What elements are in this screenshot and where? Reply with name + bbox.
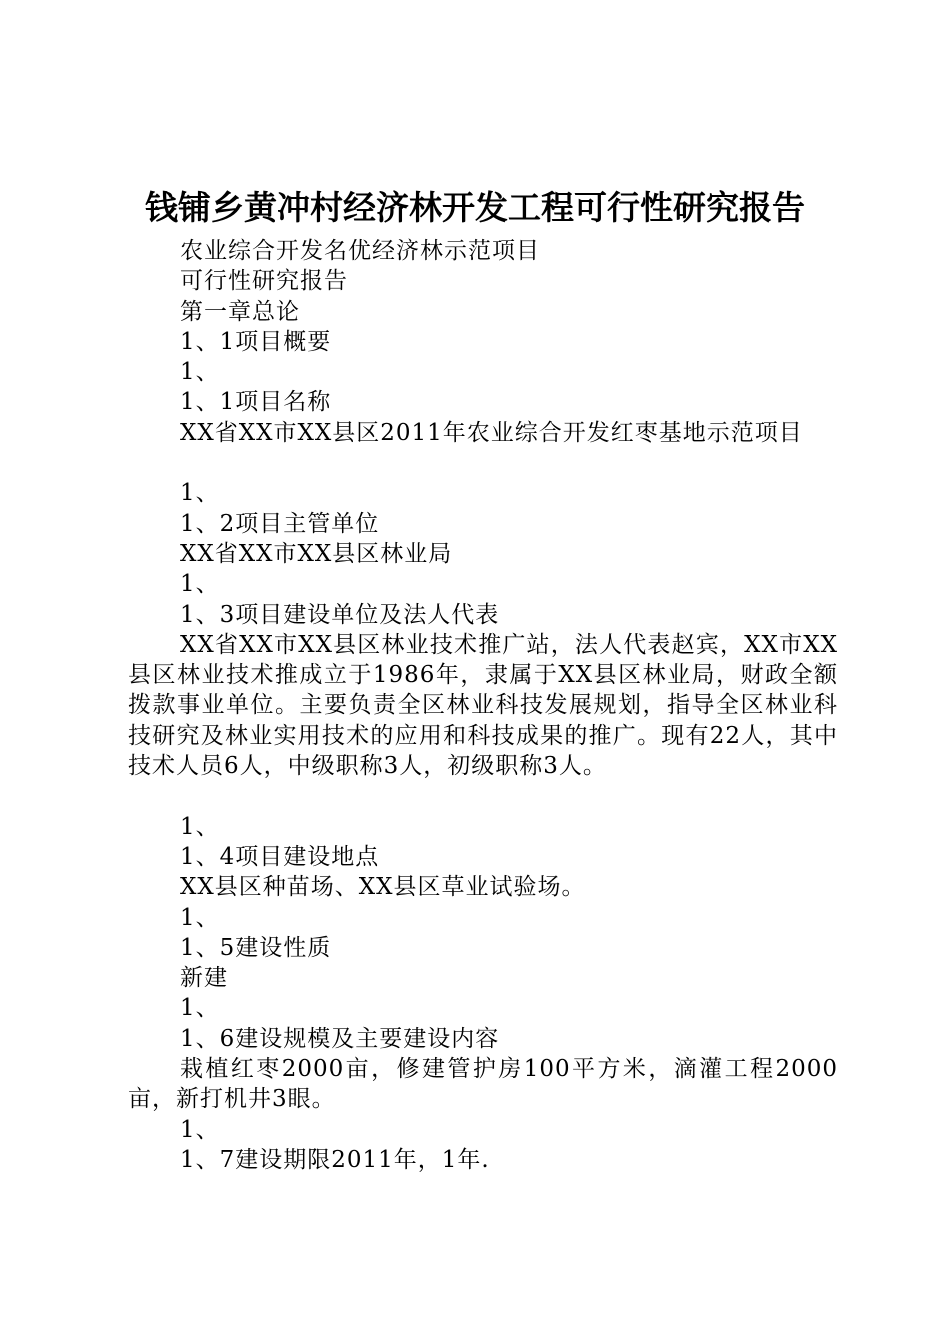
construction-scale-paragraph: 栽植红枣2000亩，修建管护房100平方米，滴灌工程2000亩，新打机井3眼。 <box>128 1056 838 1113</box>
section-number: 1、 <box>180 813 220 840</box>
blank-line <box>128 448 838 478</box>
construction-unit-paragraph: XX省XX市XX县区林业技术推广站，法人代表赵宾，XX市XX县区林业技术推成立于1986年，隶属于XX县区林业局，财政全额拨款事业单位。主要负责全区林业科技发展规划，指导全区林业科技研究及林业实用技术的应用和科技成果的推广。现有22人，其中技术人员6人，中级职称3人，初级职称3人。 <box>128 631 838 780</box>
subsection-heading: 1、7建设期限2011年，1年. <box>180 1146 490 1173</box>
subtitle-project: 农业综合开发名优经济林示范项目 <box>180 238 540 264</box>
section-number: 1、 <box>180 359 220 386</box>
supervising-unit-text: XX省XX市XX县区林业局 <box>180 540 453 567</box>
section-number: 1、 <box>180 1116 220 1143</box>
subsection-heading: 1、4项目建设地点 <box>180 843 380 870</box>
subsection-heading: 1、2项目主管单位 <box>180 510 380 537</box>
subsection-heading: 1、6建设规模及主要建设内容 <box>180 1025 500 1052</box>
blank-line <box>128 781 838 811</box>
construction-site-text: XX县区种苗场、XX县区草业试验场。 <box>180 874 586 901</box>
subsection-heading: 1、5建设性质 <box>180 934 332 961</box>
project-name-text: XX省XX市XX县区2011年农业综合开发红枣基地示范项目 <box>180 419 803 446</box>
section-heading: 1、1项目概要 <box>180 328 332 355</box>
subsection-heading: 1、1项目名称 <box>180 389 332 416</box>
chapter-heading: 第一章总论 <box>180 298 300 325</box>
document-body <box>128 236 838 1175</box>
section-number: 1、 <box>180 904 220 931</box>
document-title: 钱铺乡黄冲村经济林开发工程可行性研究报告 <box>145 188 805 227</box>
subtitle-report: 可行性研究报告 <box>180 268 348 295</box>
subsection-heading: 1、3项目建设单位及法人代表 <box>180 601 500 628</box>
construction-nature-text: 新建 <box>180 965 228 992</box>
section-number: 1、 <box>180 995 220 1022</box>
section-number: 1、 <box>180 571 220 598</box>
section-number: 1、 <box>180 480 220 507</box>
